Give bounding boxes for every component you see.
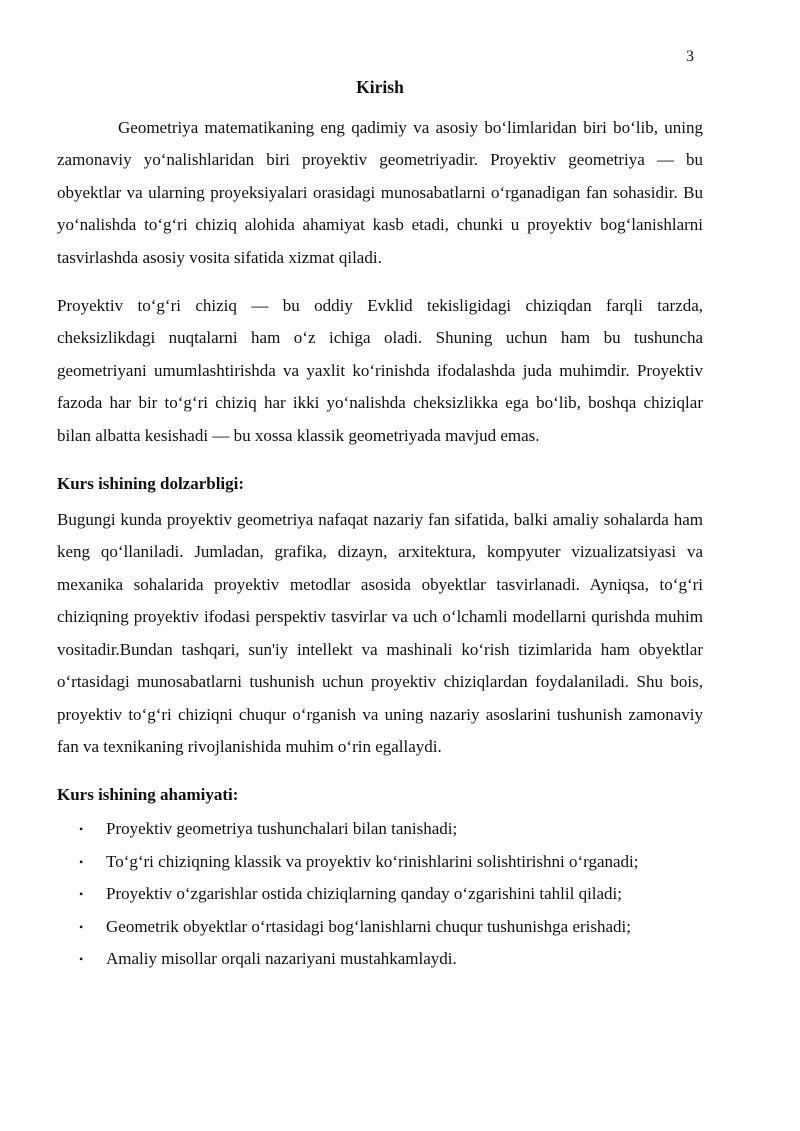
spacer bbox=[57, 763, 703, 779]
bullet-icon: • bbox=[79, 822, 84, 837]
section-title: Kirish bbox=[356, 77, 404, 97]
intro-paragraph-2: Proyektiv to‘g‘ri chiziq — bu oddiy Evklid tekisligidagi chiziqdan farqli tarzda, cheksizlikdagi nuqtalarni ham o‘z ichiga oladi. Shuning uchun ham bu tushuncha geometriyani umumlashtirishda va yaxlit ko‘rinishda ifodalashda juda muhimdir. Proyektiv fazoda har bir to‘g‘ri chiziq har ikki yo‘nalishda cheksizlikka ega bo‘lib, boshqa chiziqlar bilan albatta kesishadi — bu xossa klassik geometriyada mavjud emas. bbox=[57, 296, 703, 445]
relevance-paragraph: Bugungi kunda proyektiv geometriya nafaqat nazariy fan sifatida, balki amaliy sohalarda ham keng qo‘llaniladi. Jumladan, grafika, dizayn, arxitektura, kompyuter vizualizatsiyasi va mexanika sohalarida proyektiv metodlar asosida obyektlar tasvirlanadi. Ayniqsa, to‘g‘ri chiziqning proyektiv ifodasi perspektiv tasvirlar va uch o‘lchamli modellarni qurishda muhim vositadir.Bundan tashqari, sun'iy intellekt va mashinali ko‘rish tizimlarida ham obyektlar o‘rtasidagi munosabatlarni tushunish uchun proyektiv chiziqlardan foydalaniladi. Shu bois, proyektiv to‘g‘ri chiziqni chuqur o‘rganish va uning nazariy asoslarini tushunish zamonaviy fan va texnikaning rivojlanishida muhim o‘rin egallaydi. bbox=[57, 510, 703, 756]
bullet-icon: • bbox=[79, 952, 84, 967]
importance-list bbox=[57, 813, 703, 976]
list-item: • Geometrik obyektlar o‘rtasidagi bog‘lanishlarni chuqur tushunishga erishadi; bbox=[57, 911, 703, 944]
spacer bbox=[57, 452, 703, 468]
spacer bbox=[57, 274, 703, 290]
bullet-icon: • bbox=[79, 919, 84, 934]
bullet-icon: • bbox=[79, 887, 84, 902]
list-item: • To‘g‘ri chiziqning klassik va proyektiv ko‘rinishlarini solishtirishni o‘rganadi; bbox=[57, 846, 703, 879]
intro-paragraph-1: Geometriya matematikaning eng qadimiy va asosiy bo‘limlaridan biri bo‘lib, uning zamonaviy yo‘nalishlaridan biri proyektiv geometriyadir. Proyektiv geometriya — bu obyektlar va ularning proyeksiyalari orasidagi munosabatlarni o‘rganadigan fan sohasidir. Bu yo‘nalishda to‘g‘ri chiziq alohida ahamiyat kasb etadi, chunki u proyektiv bog‘lanishlarni tasvirlashda asosiy vosita sifatida xizmat qiladi. bbox=[57, 118, 703, 267]
importance-heading: Kurs ishining ahamiyati: bbox=[57, 785, 239, 805]
list-item: • Proyektiv o‘zgarishlar ostida chiziqlarning qanday o‘zgarishini tahlil qiladi; bbox=[57, 878, 703, 911]
bullet-icon: • bbox=[79, 854, 84, 869]
relevance-heading: Kurs ishining dolzarbligi: bbox=[57, 474, 245, 494]
list-item: • Amaliy misollar orqali nazariyani mustahkamlaydi. bbox=[57, 943, 703, 976]
list-item: • Proyektiv geometriya tushunchalari bilan tanishadi; bbox=[57, 813, 703, 846]
document-body bbox=[57, 72, 703, 976]
page-number: 3 bbox=[686, 48, 694, 65]
